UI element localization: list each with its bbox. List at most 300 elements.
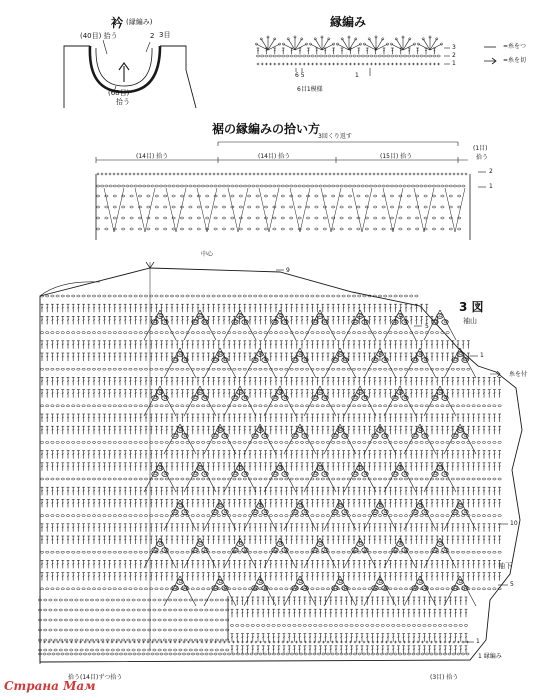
chain-stitch	[352, 441, 355, 443]
chain-stitch	[77, 515, 80, 517]
chain-stitch	[108, 332, 111, 334]
chain-stitch	[214, 206, 217, 208]
chain-stitch	[357, 228, 360, 230]
chain-stitch	[160, 478, 163, 480]
chain-stitch	[248, 332, 251, 334]
chain-stitch	[357, 185, 360, 187]
chain-stitch	[399, 368, 402, 370]
chain-stitch	[77, 295, 80, 297]
chain-stitch	[280, 515, 283, 517]
chain-stitch	[477, 441, 480, 443]
chain-stitch	[233, 368, 236, 370]
lace-stroke	[269, 188, 279, 232]
chain-stitch	[231, 185, 234, 187]
chain-stitch	[144, 368, 147, 370]
chain-stitch	[378, 441, 381, 443]
chain-stitch	[332, 195, 335, 197]
chain-stitch	[337, 332, 340, 334]
chain-stitch	[399, 405, 402, 407]
chain-stitch	[252, 185, 255, 187]
chain-stitch	[498, 478, 501, 480]
chain-stitch	[212, 441, 215, 443]
chain-stitch	[306, 368, 309, 370]
chain-stitch	[201, 185, 204, 187]
chain-stitch	[105, 195, 108, 197]
chain-stitch	[361, 55, 364, 57]
chain-stitch	[280, 405, 283, 407]
chain-stitch	[130, 217, 133, 219]
chain-stitch	[321, 478, 324, 480]
chain-stitch	[307, 55, 310, 57]
chain-stitch	[300, 515, 303, 517]
chain-stitch	[51, 551, 54, 553]
chain-stitch	[61, 478, 64, 480]
chain-stitch	[103, 405, 106, 407]
collar-outline	[160, 46, 196, 108]
chain-stitch	[235, 185, 238, 187]
chain-stitch	[176, 185, 179, 187]
chain-stitch	[306, 405, 309, 407]
chain-stitch	[259, 332, 262, 334]
lace-stroke	[424, 188, 434, 232]
chain-stitch	[300, 332, 303, 334]
lace-stroke	[300, 188, 310, 232]
chain-stitch	[40, 478, 43, 480]
chain-stitch	[197, 206, 200, 208]
chain-stitch	[160, 515, 163, 517]
chain-stitch	[407, 185, 410, 187]
chain-stitch	[424, 55, 427, 57]
chain-stitch	[243, 478, 246, 480]
chain-stitch	[239, 228, 242, 230]
collar-schematic	[64, 40, 196, 108]
chain-stitch	[298, 55, 301, 57]
chain-stitch	[340, 55, 343, 57]
chain-stitch	[92, 405, 95, 407]
chain-stitch	[395, 55, 398, 57]
chain-stitch	[254, 332, 257, 334]
chain-stitch	[302, 185, 305, 187]
chain-stitch	[403, 185, 406, 187]
chain-stitch	[389, 515, 392, 517]
chain-stitch	[87, 295, 90, 297]
chain-stitch	[358, 515, 361, 517]
chain-stitch	[113, 368, 116, 370]
chain-stitch	[214, 185, 217, 187]
chain-stitch	[365, 195, 368, 197]
chain-stitch	[315, 228, 318, 230]
chain-stitch	[186, 478, 189, 480]
chain-stitch	[384, 441, 387, 443]
chain-stitch	[217, 478, 220, 480]
chain-stitch	[181, 295, 184, 297]
chain-stitch	[337, 515, 340, 517]
chain-stitch	[130, 228, 133, 230]
chain-stitch	[155, 195, 158, 197]
chain-stitch	[404, 332, 407, 334]
chain-stitch	[357, 206, 360, 208]
chain-stitch	[108, 478, 111, 480]
chain-stitch	[155, 405, 158, 407]
chain-stitch	[46, 332, 49, 334]
chain-stitch	[446, 441, 449, 443]
chain-stitch	[410, 368, 413, 370]
chain-stitch	[311, 515, 314, 517]
chain-stitch	[306, 295, 309, 297]
chain-stitch	[298, 206, 301, 208]
lace-stroke	[331, 188, 341, 232]
chain-stitch	[238, 332, 241, 334]
chain-stitch	[181, 515, 184, 517]
chain-stitch	[46, 478, 49, 480]
chain-stitch	[113, 405, 116, 407]
chain-stitch	[191, 332, 194, 334]
chain-stitch	[66, 478, 69, 480]
chain-stitch	[248, 228, 251, 230]
chain-stitch	[394, 478, 397, 480]
chain-stitch	[170, 368, 173, 370]
chain-stitch	[358, 441, 361, 443]
chain-stitch	[347, 478, 350, 480]
chain-stitch	[185, 185, 188, 187]
chain-stitch	[323, 195, 326, 197]
chain-stitch	[280, 441, 283, 443]
chain-stitch	[277, 55, 280, 57]
chain-stitch	[394, 441, 397, 443]
chain-stitch	[441, 228, 444, 230]
chain-stitch	[298, 185, 301, 187]
chain-stitch	[449, 185, 452, 187]
chain-stitch	[113, 195, 116, 197]
chain-stitch	[432, 185, 435, 187]
chain-stitch	[337, 478, 340, 480]
chain-stitch	[108, 295, 111, 297]
chain-stitch	[456, 405, 459, 407]
chain-stitch	[189, 217, 192, 219]
chain-stitch	[404, 368, 407, 370]
chain-stitch	[222, 405, 225, 407]
chain-stitch	[56, 441, 59, 443]
chain-stitch	[155, 332, 158, 334]
chain-stitch	[46, 295, 49, 297]
chain-stitch	[66, 515, 69, 517]
chain-stitch	[217, 368, 220, 370]
chain-stitch	[72, 295, 75, 297]
chain-stitch	[281, 228, 284, 230]
chain-stitch	[404, 295, 407, 297]
chain-stitch	[118, 332, 121, 334]
chain-stitch	[424, 206, 427, 208]
chain-stitch	[130, 185, 133, 187]
chain-stitch	[374, 195, 377, 197]
chain-stitch	[449, 195, 452, 197]
chain-stitch	[458, 195, 461, 197]
chain-stitch	[56, 515, 59, 517]
chain-stitch	[147, 185, 150, 187]
chain-stitch	[433, 55, 436, 57]
chain-stitch	[395, 185, 398, 187]
chain-stitch	[239, 206, 242, 208]
chain-stitch	[168, 185, 171, 187]
chain-stitch	[340, 195, 343, 197]
chain-stitch	[420, 55, 423, 57]
chain-stitch	[300, 295, 303, 297]
chain-stitch	[46, 368, 49, 370]
chain-stitch	[441, 195, 444, 197]
chain-stitch	[147, 228, 150, 230]
chain-stitch	[467, 368, 470, 370]
chain-stitch	[103, 368, 106, 370]
chain-stitch	[98, 332, 101, 334]
chain-stitch	[138, 206, 141, 208]
chain-stitch	[352, 332, 355, 334]
chain-stitch	[139, 295, 142, 297]
leader-line	[146, 42, 150, 52]
chain-stitch	[113, 185, 116, 187]
lace-stroke	[321, 188, 331, 232]
chain-stitch	[436, 332, 439, 334]
chain-stitch	[144, 332, 147, 334]
chain-stitch	[462, 441, 465, 443]
chain-stitch	[340, 206, 343, 208]
chain-stitch	[404, 515, 407, 517]
chain-stitch	[348, 217, 351, 219]
chain-stitch	[160, 405, 163, 407]
chain-stitch	[415, 295, 418, 297]
chain-stitch	[387, 55, 390, 57]
chain-stitch	[164, 185, 167, 187]
chain-stitch	[40, 368, 43, 370]
chain-stitch	[138, 195, 141, 197]
chain-stitch	[378, 332, 381, 334]
chain-stitch	[300, 405, 303, 407]
chain-stitch	[332, 185, 335, 187]
chain-stitch	[326, 515, 329, 517]
chain-stitch	[259, 515, 262, 517]
chain-stitch	[129, 515, 132, 517]
chain-stitch	[160, 295, 163, 297]
chain-stitch	[138, 217, 141, 219]
chain-stitch	[233, 405, 236, 407]
chain-stitch	[399, 55, 402, 57]
chain-stitch	[51, 368, 54, 370]
chain-stitch	[129, 295, 132, 297]
chain-stitch	[295, 368, 298, 370]
chain-stitch	[202, 332, 205, 334]
chain-stitch	[390, 195, 393, 197]
chain-stitch	[358, 405, 361, 407]
chain-stitch	[181, 332, 184, 334]
chain-stitch	[103, 295, 106, 297]
lace-stroke	[352, 188, 362, 232]
chain-stitch	[394, 295, 397, 297]
chain-stitch	[368, 332, 371, 334]
chain-stitch	[295, 515, 298, 517]
chain-stitch	[196, 295, 199, 297]
chain-stitch	[218, 185, 221, 187]
chain-stitch	[56, 332, 59, 334]
chain-stitch	[285, 185, 288, 187]
chain-stitch	[410, 295, 413, 297]
chain-stitch	[436, 368, 439, 370]
chain-stitch	[282, 55, 285, 57]
chain-stitch	[363, 478, 366, 480]
chain-stitch	[269, 295, 272, 297]
chain-stitch	[118, 515, 121, 517]
chain-stitch	[273, 195, 276, 197]
chain-stitch	[77, 478, 80, 480]
chain-stitch	[425, 405, 428, 407]
chain-stitch	[108, 441, 111, 443]
chain-stitch	[357, 55, 360, 57]
chain-stitch	[239, 195, 242, 197]
chain-stitch	[316, 515, 319, 517]
chain-stitch	[290, 55, 293, 57]
chain-stitch	[315, 185, 318, 187]
chain-stitch	[243, 515, 246, 517]
chain-stitch	[155, 515, 158, 517]
chain-stitch	[72, 478, 75, 480]
chain-stitch	[264, 185, 267, 187]
chain-stitch	[311, 185, 314, 187]
chain-stitch	[144, 405, 147, 407]
chain-stitch	[46, 515, 49, 517]
chain-stitch	[40, 405, 43, 407]
chain-stitch	[217, 441, 220, 443]
chain-stitch	[222, 217, 225, 219]
chain-stitch	[415, 368, 418, 370]
chain-stitch	[109, 185, 112, 187]
chain-stitch	[139, 368, 142, 370]
chain-stitch	[274, 478, 277, 480]
chain-stitch	[416, 217, 419, 219]
chain-stitch	[233, 515, 236, 517]
chain-stitch	[399, 515, 402, 517]
chain-stitch	[143, 185, 146, 187]
chain-stitch	[472, 441, 475, 443]
chain-stitch	[180, 217, 183, 219]
lace-stroke	[259, 188, 269, 232]
lace-stroke	[166, 188, 176, 232]
chain-stitch	[321, 441, 324, 443]
chain-stitch	[144, 441, 147, 443]
chain-stitch	[382, 217, 385, 219]
chain-stitch	[176, 478, 179, 480]
chain-stitch	[306, 217, 309, 219]
chain-stitch	[118, 368, 121, 370]
chain-stitch	[445, 185, 448, 187]
chain-stitch	[77, 332, 80, 334]
chain-stitch	[300, 478, 303, 480]
chain-stitch	[306, 478, 309, 480]
chain-stitch	[416, 55, 419, 57]
chain-stitch	[124, 515, 127, 517]
chain-stitch	[404, 478, 407, 480]
chain-stitch	[134, 478, 137, 480]
chain-stitch	[407, 217, 410, 219]
chain-stitch	[155, 185, 158, 187]
chain-stitch	[180, 185, 183, 187]
chain-stitch	[274, 441, 277, 443]
chain-stitch	[87, 478, 90, 480]
chain-stitch	[488, 405, 491, 407]
chain-stitch	[493, 405, 496, 407]
chain-stitch	[254, 515, 257, 517]
chain-stitch	[103, 515, 106, 517]
chain-stitch	[374, 55, 377, 57]
chain-stitch	[118, 478, 121, 480]
chain-stitch	[113, 206, 116, 208]
chain-stitch	[61, 551, 64, 553]
chain-stitch	[436, 441, 439, 443]
chain-stitch	[222, 478, 225, 480]
chain-stitch	[134, 405, 137, 407]
chain-stitch	[384, 478, 387, 480]
chain-stitch	[239, 185, 242, 187]
chain-stitch	[399, 228, 402, 230]
chain-stitch	[389, 332, 392, 334]
chain-stitch	[446, 515, 449, 517]
chain-stitch	[294, 55, 297, 57]
chain-stitch	[227, 185, 230, 187]
chain-stitch	[328, 55, 331, 57]
chain-stitch	[77, 368, 80, 370]
chain-stitch	[477, 478, 480, 480]
chain-stitch	[180, 195, 183, 197]
chain-stitch	[202, 368, 205, 370]
chain-stitch	[337, 405, 340, 407]
chain-stitch	[482, 515, 485, 517]
chain-stitch	[238, 478, 241, 480]
chain-stitch	[390, 217, 393, 219]
chain-stitch	[96, 217, 99, 219]
chain-stitch	[472, 405, 475, 407]
chain-stitch	[295, 441, 298, 443]
chain-stitch	[165, 332, 168, 334]
chain-stitch	[373, 478, 376, 480]
chain-stitch	[326, 332, 329, 334]
chain-stitch	[416, 228, 419, 230]
chain-stitch	[264, 228, 267, 230]
chain-stitch	[420, 405, 423, 407]
chain-stitch	[134, 515, 137, 517]
chain-stitch	[256, 55, 259, 57]
chain-stitch	[243, 295, 246, 297]
chain-stitch	[436, 478, 439, 480]
chain-stitch	[290, 228, 293, 230]
chain-stitch	[51, 295, 54, 297]
chain-stitch	[87, 441, 90, 443]
chain-stitch	[352, 515, 355, 517]
chain-stitch	[420, 478, 423, 480]
chain-stitch	[273, 217, 276, 219]
chain-stitch	[176, 441, 179, 443]
chain-stitch	[407, 206, 410, 208]
chain-stitch	[382, 228, 385, 230]
chain-stitch	[165, 295, 168, 297]
chain-stitch	[113, 441, 116, 443]
chain-stitch	[363, 368, 366, 370]
chain-stitch	[164, 228, 167, 230]
chain-stitch	[122, 228, 125, 230]
lace-stroke	[290, 188, 300, 232]
chain-stitch	[206, 217, 209, 219]
chain-stitch	[365, 228, 368, 230]
chain-stitch	[370, 55, 373, 57]
chain-stitch	[256, 206, 259, 208]
chain-stitch	[467, 405, 470, 407]
chain-stitch	[259, 368, 262, 370]
